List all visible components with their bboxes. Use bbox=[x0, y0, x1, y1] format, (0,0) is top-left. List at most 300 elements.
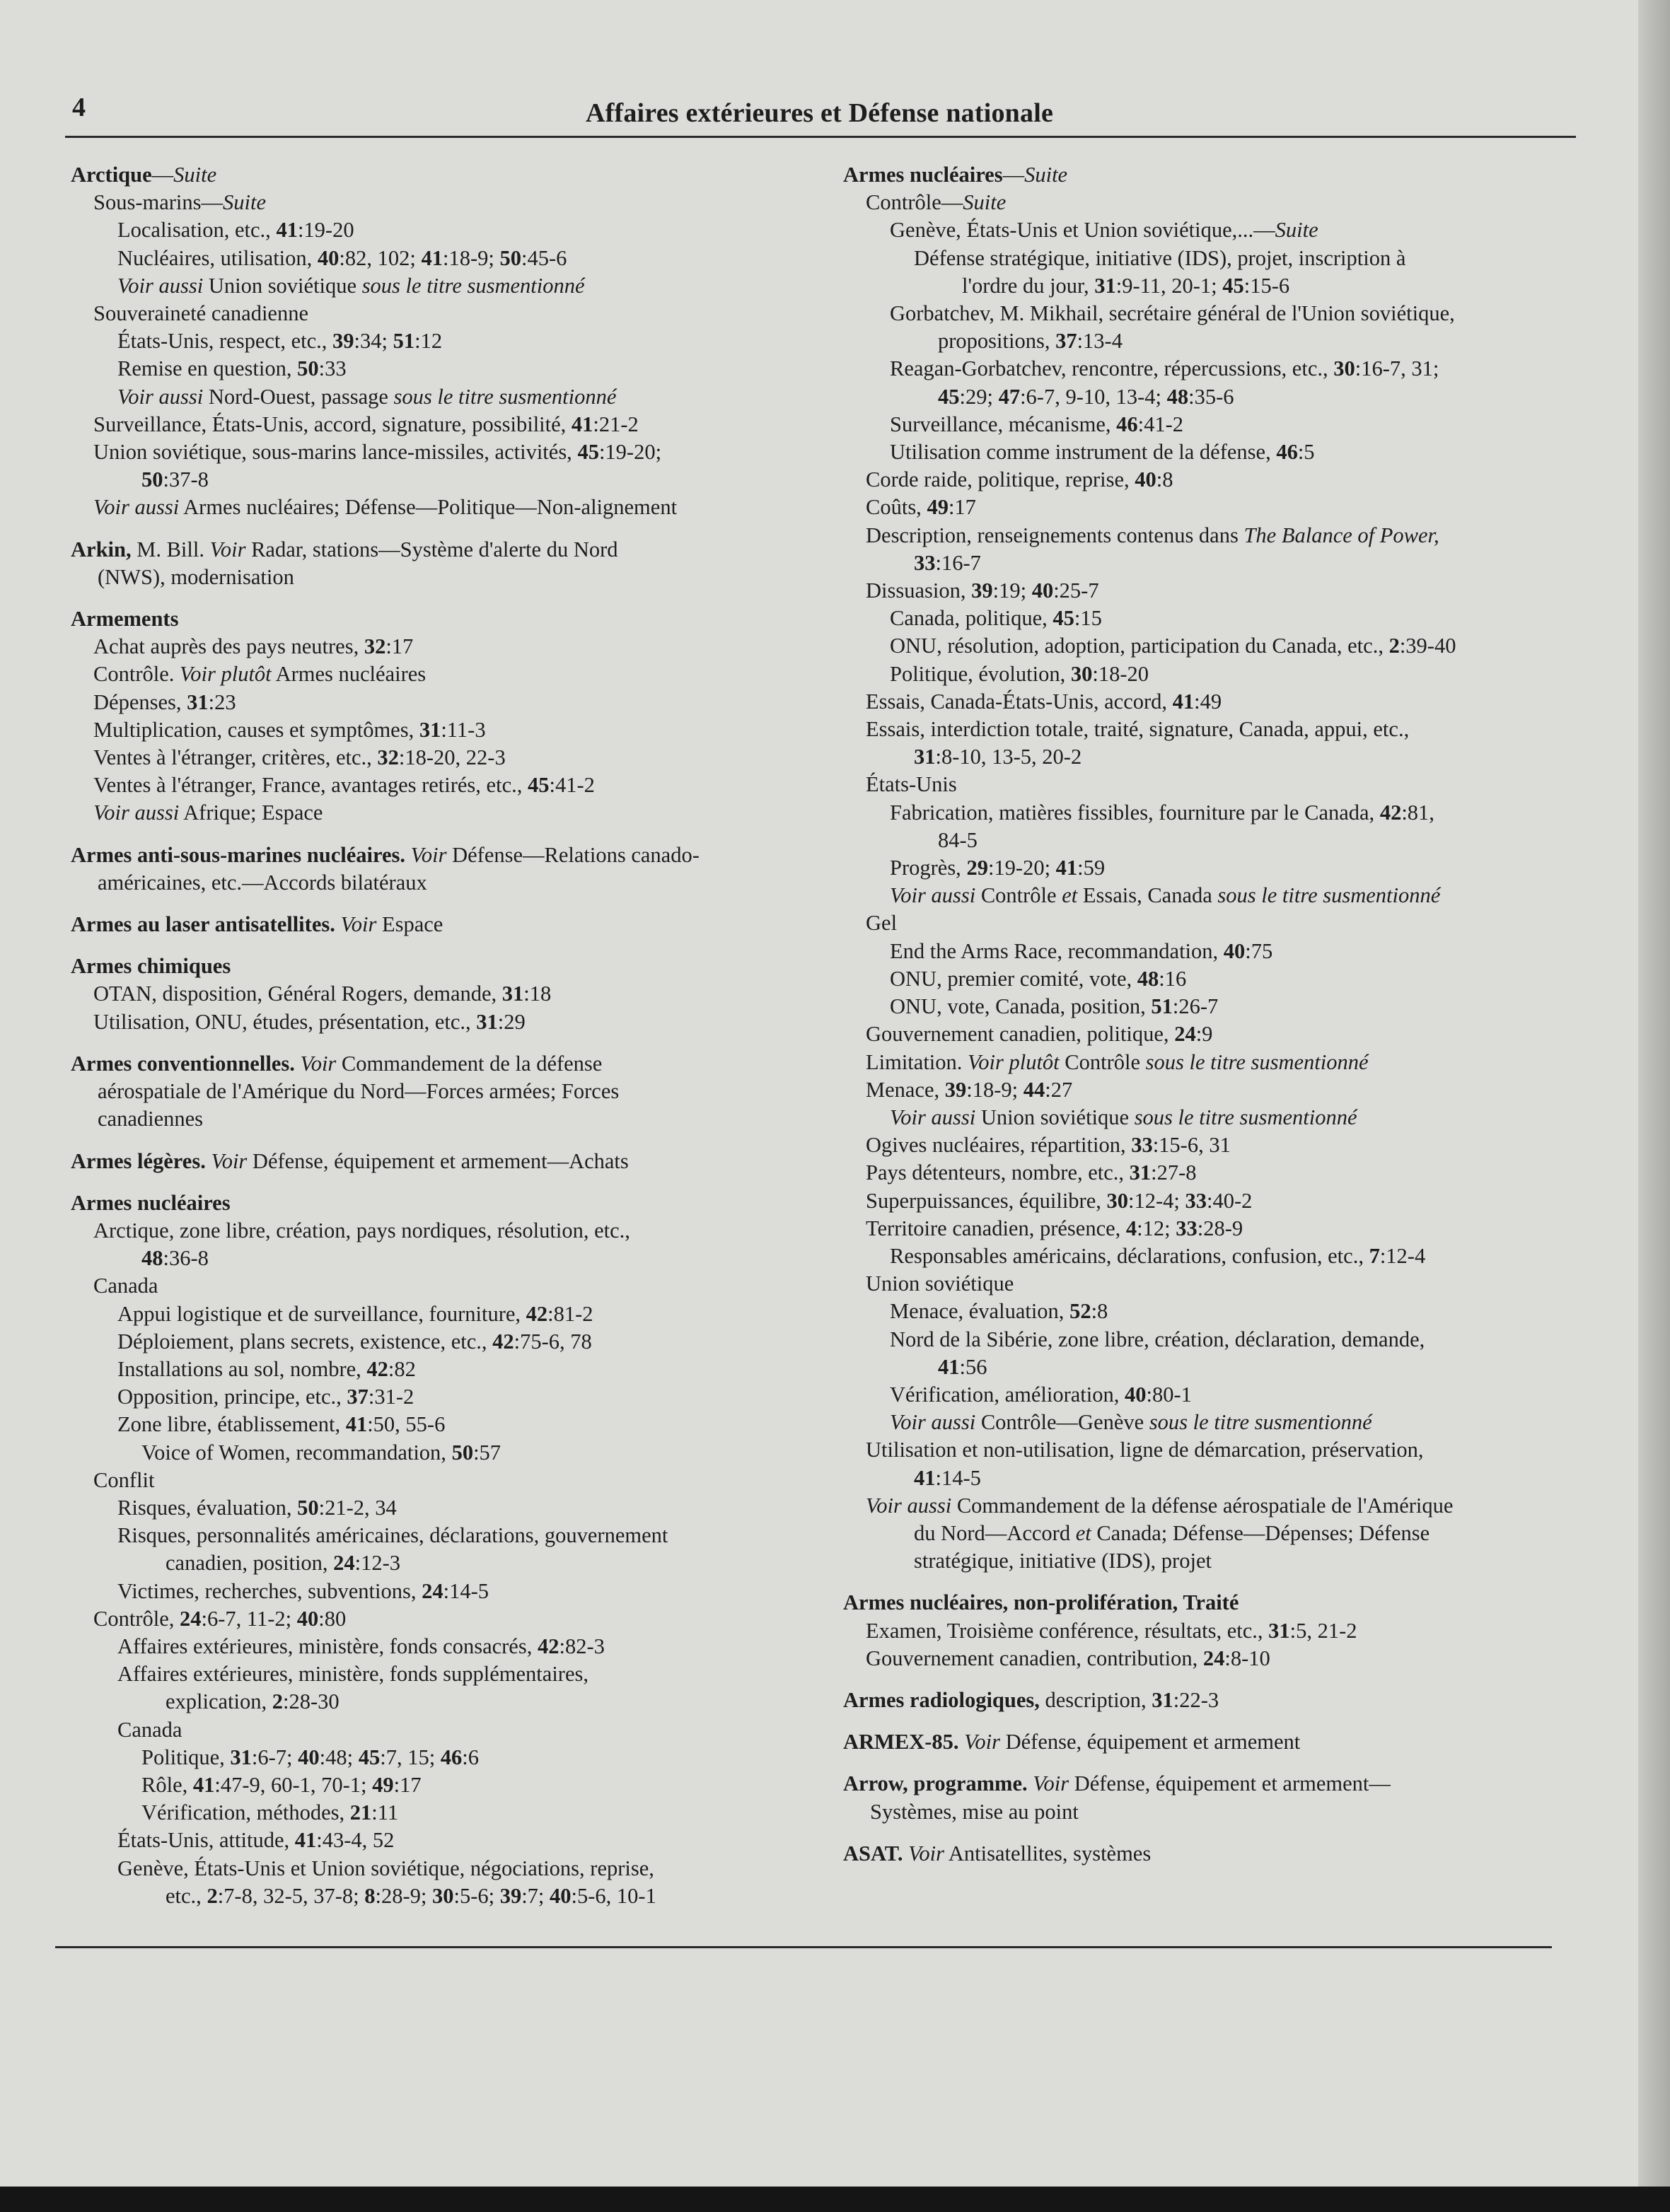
italic-text: Voir aussi bbox=[890, 883, 976, 908]
index-subentry-line bbox=[843, 355, 1593, 383]
text-run: :27 bbox=[1045, 1077, 1073, 1102]
bold-text: 51 bbox=[1151, 994, 1173, 1019]
bold-text: 31 bbox=[230, 1745, 252, 1769]
index-subentry-line bbox=[843, 1215, 1593, 1242]
index-subentry-line bbox=[843, 189, 1593, 216]
index-subentry-line bbox=[71, 564, 820, 591]
index-subentry-line bbox=[843, 909, 1593, 937]
bold-text: 33 bbox=[1176, 1216, 1198, 1240]
text-run: :15-6 bbox=[1243, 273, 1290, 298]
index-subentry-line bbox=[71, 1272, 820, 1300]
text-run: canadien, position, bbox=[166, 1551, 334, 1576]
text-run: aérospatiale de l'Amérique du Nord—Forces armées; Forces bbox=[98, 1079, 620, 1104]
bold-text: 24 bbox=[1202, 1646, 1225, 1670]
text-run: Déploiement, plans secrets, existence, etc., bbox=[117, 1329, 493, 1354]
index-subentry-line bbox=[71, 689, 820, 716]
text-run: :9 bbox=[1195, 1022, 1213, 1047]
text-run: :9-11, 20-1; bbox=[1115, 273, 1223, 298]
index-subentry-line bbox=[843, 1270, 1593, 1298]
text-run: :5 bbox=[1297, 440, 1315, 465]
text-run bbox=[405, 843, 411, 867]
index-subentry-line bbox=[71, 300, 820, 327]
bold-text: Armes conventionnelles. bbox=[71, 1051, 295, 1076]
index-entry bbox=[843, 1840, 1593, 1868]
index-subentry-line bbox=[71, 1633, 820, 1660]
bold-text: 40 bbox=[298, 1745, 320, 1769]
text-run: :8-10 bbox=[1224, 1646, 1270, 1670]
text-run: Essais, Canada bbox=[1077, 883, 1218, 908]
text-run: États-Unis, attitude, bbox=[117, 1828, 295, 1853]
text-run: :18-20, 22-3 bbox=[398, 745, 506, 770]
bold-text: Armes nucléaires bbox=[71, 1190, 231, 1215]
text-run: Surveillance, mécanisme, bbox=[890, 412, 1117, 436]
text-run: Vérification, amélioration, bbox=[890, 1382, 1125, 1407]
text-run: :15-6, 31 bbox=[1152, 1133, 1231, 1158]
index-heading-line bbox=[843, 1770, 1593, 1798]
text-run: :6-7, 11-2; bbox=[201, 1606, 297, 1631]
bold-text: 40 bbox=[1223, 938, 1246, 963]
index-subentry-line bbox=[71, 744, 820, 772]
index-subentry-line bbox=[843, 1298, 1593, 1325]
text-run: Remise en question, bbox=[117, 356, 298, 381]
index-heading-line bbox=[71, 953, 820, 980]
text-run: ONU, résolution, adoption, participation du Canada, etc., bbox=[890, 634, 1389, 658]
text-run: Gel bbox=[866, 911, 898, 936]
text-run: Souveraineté canadienne bbox=[93, 301, 309, 326]
index-subentry-line bbox=[843, 660, 1593, 688]
scan-bottom-edge bbox=[0, 2187, 1670, 2212]
italic-text: Voir bbox=[1033, 1771, 1069, 1796]
index-subentry-line bbox=[843, 466, 1593, 494]
italic-text: sous le titre susmentionné bbox=[1149, 1410, 1372, 1435]
text-run: Nord de la Sibérie, zone libre, création, déclaration, demande, bbox=[890, 1327, 1425, 1351]
text-run: — bbox=[151, 163, 174, 187]
text-run: Risques, évaluation, bbox=[117, 1495, 298, 1520]
italic-text: Voir aussi bbox=[890, 1105, 976, 1129]
italic-text: et bbox=[1062, 883, 1078, 908]
index-heading-line bbox=[71, 1189, 820, 1217]
bold-text: 37 bbox=[347, 1385, 369, 1409]
text-run: :56 bbox=[959, 1354, 987, 1379]
index-subentry-line bbox=[71, 1356, 820, 1383]
text-run: :18-9; bbox=[966, 1077, 1024, 1102]
index-subentry-line bbox=[843, 1381, 1593, 1409]
text-run: :5-6, 10-1 bbox=[571, 1883, 656, 1908]
italic-text: Suite bbox=[963, 190, 1007, 215]
index-entry bbox=[843, 161, 1593, 1575]
text-run: Espace bbox=[376, 912, 443, 937]
index-subentry-line bbox=[843, 1159, 1593, 1187]
index-heading-line bbox=[71, 1148, 820, 1175]
text-run: :6-7, 9-10, 13-4; bbox=[1020, 384, 1167, 409]
text-run: Défense—Relations canado- bbox=[446, 842, 700, 867]
italic-text: Suite bbox=[173, 163, 217, 187]
text-run: M. Bill. bbox=[131, 537, 210, 561]
text-run: :21-2 bbox=[593, 412, 639, 436]
index-subentry-line bbox=[71, 1328, 820, 1356]
bold-text: Armes légères. bbox=[71, 1148, 206, 1173]
bold-text: 45 bbox=[938, 384, 960, 409]
text-run: (NWS), modernisation bbox=[98, 564, 294, 589]
text-run: :19; bbox=[992, 578, 1032, 603]
text-run: Ventes à l'étranger, France, avantages retirés, etc., bbox=[93, 773, 528, 798]
text-run: Utilisation, ONU, études, présentation, etc., bbox=[93, 1009, 477, 1034]
index-subentry-line bbox=[843, 522, 1593, 549]
index-subentry-line bbox=[71, 189, 820, 216]
text-run: Reagan-Gorbatchev, rencontre, répercussions, etc., bbox=[890, 356, 1334, 381]
bold-text: 49 bbox=[927, 495, 949, 520]
bold-text: Armes anti-sous-marines nucléaires. bbox=[71, 842, 405, 867]
bold-text: 30 bbox=[1333, 356, 1355, 381]
text-run: :45-6 bbox=[521, 245, 567, 270]
text-run: Union soviétique bbox=[866, 1271, 1014, 1296]
index-subentry-line bbox=[843, 300, 1593, 327]
text-run: :34; bbox=[354, 329, 393, 354]
text-run: Systèmes, mise au point bbox=[870, 1799, 1079, 1824]
text-run: canadiennes bbox=[98, 1107, 204, 1131]
bold-text: Armements bbox=[71, 607, 179, 631]
italic-text: Suite bbox=[223, 190, 266, 215]
text-run: :8 bbox=[1091, 1299, 1108, 1324]
text-run: Ogives nucléaires, répartition, bbox=[866, 1133, 1132, 1158]
bold-text: 32 bbox=[364, 634, 386, 659]
text-run: :59 bbox=[1077, 856, 1106, 880]
text-run: :7; bbox=[521, 1883, 550, 1908]
index-subentry-line bbox=[843, 1076, 1593, 1104]
index-heading-line bbox=[71, 911, 820, 938]
page-number: 4 bbox=[72, 93, 86, 122]
index-subentry-line bbox=[71, 716, 820, 744]
bold-text: 29 bbox=[966, 856, 988, 880]
index-subentry-line bbox=[71, 980, 820, 1008]
text-run: Limitation. bbox=[866, 1049, 968, 1074]
italic-text: sous le titre susmentionné bbox=[393, 384, 617, 409]
index-column-right bbox=[843, 161, 1593, 1882]
text-run: :18 bbox=[523, 982, 552, 1006]
index-subentry-line bbox=[71, 411, 820, 438]
index-subentry-line bbox=[71, 272, 820, 300]
text-run: :41-2 bbox=[549, 773, 595, 798]
bold-text: 30 bbox=[1106, 1188, 1129, 1213]
text-run: États-Unis, respect, etc., bbox=[117, 329, 333, 354]
bold-text: Arkin, bbox=[71, 537, 132, 561]
bold-text: 31 bbox=[419, 717, 441, 742]
bold-text: 50 bbox=[451, 1440, 474, 1465]
index-subentry-line bbox=[71, 466, 820, 494]
bold-text: 40 bbox=[1135, 467, 1156, 492]
index-subentry-line bbox=[71, 869, 820, 897]
italic-text: Voir bbox=[300, 1051, 337, 1076]
text-run: :40-2 bbox=[1207, 1188, 1253, 1213]
text-run: Armes nucléaires; Défense—Politique—Non-alignement bbox=[179, 495, 678, 520]
index-subentry-line bbox=[71, 1300, 820, 1328]
text-run: :18-9; bbox=[442, 245, 500, 270]
text-run: ONU, premier comité, vote, bbox=[890, 966, 1137, 991]
bold-text: 41 bbox=[192, 1772, 215, 1797]
text-run: Rôle, bbox=[141, 1772, 193, 1797]
index-subentry-line bbox=[71, 1660, 820, 1688]
index-subentry-line bbox=[843, 1020, 1593, 1048]
text-run: :17 bbox=[385, 634, 414, 659]
index-subentry-line bbox=[843, 743, 1593, 771]
index-entry bbox=[71, 911, 820, 938]
bold-text: 42 bbox=[526, 1301, 548, 1326]
text-run: Responsables américains, déclarations, confusion, etc., bbox=[890, 1243, 1369, 1268]
index-subentry-line bbox=[71, 660, 820, 688]
bold-text: 31 bbox=[1268, 1618, 1290, 1643]
text-run: Canada, politique, bbox=[890, 606, 1053, 631]
index-subentry-line bbox=[843, 993, 1593, 1020]
text-run: Superpuissances, équilibre, bbox=[866, 1188, 1107, 1213]
index-subentry-line bbox=[71, 1827, 820, 1854]
bold-text: 46 bbox=[1276, 440, 1298, 465]
index-subentry-line bbox=[843, 771, 1593, 798]
index-entry bbox=[71, 1148, 820, 1175]
index-subentry-line bbox=[843, 494, 1593, 521]
index-subentry-line bbox=[71, 772, 820, 799]
text-run: Commandement de la défense bbox=[336, 1051, 603, 1076]
italic-text: Voir bbox=[908, 1841, 944, 1865]
index-subentry-line bbox=[843, 882, 1593, 909]
text-run: :19-20; bbox=[987, 856, 1056, 880]
bold-text: 41 bbox=[421, 245, 443, 270]
text-run: :19-20; bbox=[598, 440, 662, 465]
text-run: :18-20 bbox=[1092, 661, 1149, 686]
text-run: Contrôle, bbox=[93, 1606, 180, 1631]
index-subentry-line bbox=[843, 854, 1593, 882]
bold-text: 4 bbox=[1125, 1216, 1137, 1240]
text-run: :29; bbox=[959, 384, 999, 409]
text-run: :19-20 bbox=[297, 218, 354, 243]
text-run: End the Arms Race, recommandation, bbox=[890, 938, 1224, 963]
index-subentry-line bbox=[843, 716, 1593, 743]
index-subentry-line bbox=[71, 799, 820, 827]
text-run: Vérification, méthodes, bbox=[141, 1800, 350, 1825]
text-run: :17 bbox=[948, 495, 976, 520]
index-subentry-line bbox=[843, 327, 1593, 355]
text-run: :50, 55-6 bbox=[367, 1412, 446, 1437]
italic-text: Voir bbox=[211, 1148, 248, 1173]
text-run: Description, renseignements contenus dans bbox=[866, 523, 1244, 547]
text-run: Arctique, zone libre, création, pays nordiques, résolution, etc., bbox=[93, 1218, 630, 1242]
index-entry bbox=[843, 1687, 1593, 1714]
index-entry bbox=[843, 1728, 1593, 1756]
text-run: explication, bbox=[166, 1689, 272, 1714]
bold-text: 24 bbox=[422, 1578, 443, 1603]
index-subentry-line bbox=[71, 1799, 820, 1827]
text-run: :14-5 bbox=[935, 1465, 981, 1490]
text-run: Gouvernement canadien, politique, bbox=[866, 1022, 1175, 1047]
italic-text: Voir bbox=[209, 537, 246, 561]
bold-text: 40 bbox=[550, 1883, 572, 1908]
index-subentry-line bbox=[843, 1326, 1593, 1354]
text-run: Défense, équipement et armement—Achats bbox=[247, 1148, 629, 1173]
index-subentry-line bbox=[71, 1771, 820, 1799]
bold-text: 41 bbox=[276, 218, 298, 243]
text-run: :49 bbox=[1194, 689, 1222, 714]
italic-text: sous le titre susmentionné bbox=[1134, 1105, 1357, 1129]
text-run: Fabrication, matières fissibles, fourniture par le Canada, bbox=[890, 800, 1380, 825]
text-run: Zone libre, établissement, bbox=[117, 1412, 346, 1437]
italic-text: Voir bbox=[340, 912, 377, 937]
text-run: :28-30 bbox=[283, 1689, 340, 1714]
bold-text: 31 bbox=[501, 982, 524, 1006]
bold-text: 2 bbox=[272, 1689, 284, 1714]
bold-text: 33 bbox=[914, 550, 936, 575]
italic-text: Voir plutôt bbox=[180, 662, 272, 687]
index-subentry-line bbox=[843, 1547, 1593, 1575]
text-run: :35-6 bbox=[1188, 384, 1234, 409]
index-subentry-line bbox=[71, 1716, 820, 1744]
text-run: :6-7; bbox=[251, 1745, 298, 1769]
text-run: Gouvernement canadien, contribution, bbox=[866, 1646, 1203, 1670]
italic-text: Voir aussi bbox=[93, 801, 180, 825]
bold-text: 46 bbox=[440, 1745, 463, 1769]
text-run: description, bbox=[1039, 1687, 1152, 1712]
bold-text: 39 bbox=[499, 1883, 522, 1908]
text-run: etc., bbox=[166, 1883, 207, 1908]
text-run: :14-5 bbox=[443, 1578, 489, 1603]
text-run: Gorbatchev, M. Mikhail, secrétaire général de l'Union soviétique, bbox=[890, 301, 1455, 326]
bold-text: 50 bbox=[141, 467, 163, 492]
bold-text: 2 bbox=[1388, 634, 1400, 658]
text-run: :75 bbox=[1245, 938, 1273, 963]
running-title: Affaires extérieures et Défense nationale bbox=[586, 98, 1054, 128]
index-subentry-line bbox=[71, 1008, 820, 1036]
text-run: Canada; Défense—Dépenses; Défense bbox=[1091, 1520, 1430, 1545]
index-subentry-line bbox=[843, 1465, 1593, 1492]
index-subentry-line bbox=[71, 355, 820, 383]
index-entry bbox=[71, 161, 820, 522]
index-subentry-line bbox=[843, 632, 1593, 660]
index-subentry-line bbox=[843, 1645, 1593, 1672]
text-run: Localisation, etc., bbox=[117, 218, 277, 243]
index-entry bbox=[843, 1770, 1593, 1825]
italic-text: Voir aussi bbox=[93, 495, 180, 520]
index-subentry-line bbox=[843, 1409, 1593, 1436]
text-run: Utilisation et non-utilisation, ligne de démarcation, préservation, bbox=[866, 1438, 1424, 1462]
text-run: :82, 102; bbox=[339, 245, 422, 270]
text-run: :12 bbox=[414, 329, 443, 354]
text-run: :7-8, 32-5, 37-8; bbox=[217, 1883, 365, 1908]
bold-text: 45 bbox=[577, 440, 599, 465]
text-run: OTAN, disposition, Général Rogers, demande, bbox=[93, 982, 502, 1006]
bold-text: 31 bbox=[1129, 1160, 1152, 1185]
text-run: — bbox=[1002, 163, 1025, 187]
index-subentry-line bbox=[843, 1187, 1593, 1215]
text-run: :7, 15; bbox=[380, 1745, 441, 1769]
bold-text: 49 bbox=[372, 1772, 394, 1797]
index-heading-line bbox=[843, 161, 1593, 189]
text-run: Défense stratégique, initiative (IDS), projet, inscription à bbox=[914, 245, 1406, 270]
text-run: américaines, etc.—Accords bilatéraux bbox=[98, 870, 427, 895]
bold-text: 48 bbox=[1166, 384, 1189, 409]
text-run: Canada bbox=[117, 1717, 182, 1742]
text-run: Menace, bbox=[866, 1077, 945, 1102]
italic-text: Suite bbox=[1275, 218, 1318, 243]
index-subentry-line bbox=[843, 383, 1593, 411]
text-run: Commandement de la défense aérospatiale de l'Amérique bbox=[951, 1493, 1454, 1518]
index-subentry-line bbox=[71, 327, 820, 355]
bold-text: 45 bbox=[1053, 606, 1074, 631]
index-subentry-line bbox=[71, 1078, 820, 1105]
index-subentry-line bbox=[843, 688, 1593, 716]
bold-text: 46 bbox=[1116, 412, 1138, 436]
index-subentry-line bbox=[843, 411, 1593, 438]
text-run: :57 bbox=[473, 1440, 501, 1465]
page-edge-shadow bbox=[1638, 0, 1670, 2212]
bold-text: 32 bbox=[377, 745, 399, 770]
bold-text: 31 bbox=[1094, 273, 1116, 298]
text-run: Radar, stations—Système d'alerte du Nord bbox=[245, 537, 618, 561]
index-subentry-line bbox=[71, 1439, 820, 1467]
index-subentry-line bbox=[71, 633, 820, 660]
index-subentry-line bbox=[843, 1242, 1593, 1270]
index-subentry-line bbox=[71, 383, 820, 411]
index-entry bbox=[71, 1050, 820, 1134]
text-run: Contrôle bbox=[1059, 1049, 1146, 1074]
text-run: Opposition, principe, etc., bbox=[117, 1385, 347, 1409]
text-run: :27-8 bbox=[1151, 1160, 1197, 1185]
bold-text: 50 bbox=[499, 245, 521, 270]
index-subentry-line bbox=[71, 1549, 820, 1577]
index-entry bbox=[71, 953, 820, 1036]
italic-text: The Balance of Power, bbox=[1243, 523, 1439, 547]
text-run: :82-3 bbox=[559, 1634, 605, 1658]
index-subentry-line bbox=[71, 1578, 820, 1605]
bold-text: 48 bbox=[1137, 966, 1159, 991]
italic-text: Suite bbox=[1024, 163, 1068, 187]
footer-rule bbox=[55, 1946, 1552, 1948]
index-heading-line bbox=[71, 842, 820, 869]
index-subentry-line bbox=[843, 1354, 1593, 1381]
index-subentry-line bbox=[71, 1494, 820, 1522]
index-heading-line bbox=[843, 1589, 1593, 1617]
text-run: :12-4; bbox=[1128, 1188, 1185, 1213]
text-run: Genève, États-Unis et Union soviétique, négociations, reprise, bbox=[117, 1856, 654, 1880]
index-subentry-line bbox=[71, 1744, 820, 1771]
text-run: :41-2 bbox=[1137, 412, 1184, 436]
text-run: Affaires extérieures, ministère, fonds supplémentaires, bbox=[117, 1662, 588, 1687]
text-run: :22-3 bbox=[1173, 1687, 1219, 1712]
text-run: :11-3 bbox=[441, 717, 486, 742]
bold-text: 39 bbox=[944, 1077, 967, 1102]
text-run: Contrôle. bbox=[93, 662, 180, 687]
index-subentry-line bbox=[71, 1688, 820, 1716]
text-run: :12-3 bbox=[354, 1551, 401, 1576]
text-run: :5-6; bbox=[453, 1883, 500, 1908]
text-run: :36-8 bbox=[163, 1246, 209, 1271]
bold-text: Armes nucléaires bbox=[843, 163, 1003, 187]
bold-text: 42 bbox=[1379, 800, 1402, 825]
text-run: :23 bbox=[208, 689, 236, 714]
bold-text: ARMEX-85. bbox=[843, 1730, 959, 1754]
text-run: l'ordre du jour, bbox=[962, 273, 1095, 298]
index-subentry-line bbox=[843, 549, 1593, 577]
index-subentry-line bbox=[71, 245, 820, 272]
text-run: :11 bbox=[371, 1800, 399, 1825]
text-run: Installations au sol, nombre, bbox=[117, 1356, 367, 1381]
bold-text: 39 bbox=[332, 329, 354, 354]
index-subentry-line bbox=[71, 494, 820, 521]
text-run: Politique, bbox=[141, 1745, 231, 1769]
text-run: :33 bbox=[318, 356, 347, 381]
bold-text: 33 bbox=[1131, 1133, 1153, 1158]
index-subentry-line bbox=[843, 272, 1593, 300]
bold-text: 41 bbox=[345, 1412, 368, 1437]
bold-text: 47 bbox=[998, 384, 1021, 409]
bold-text: 40 bbox=[317, 245, 340, 270]
